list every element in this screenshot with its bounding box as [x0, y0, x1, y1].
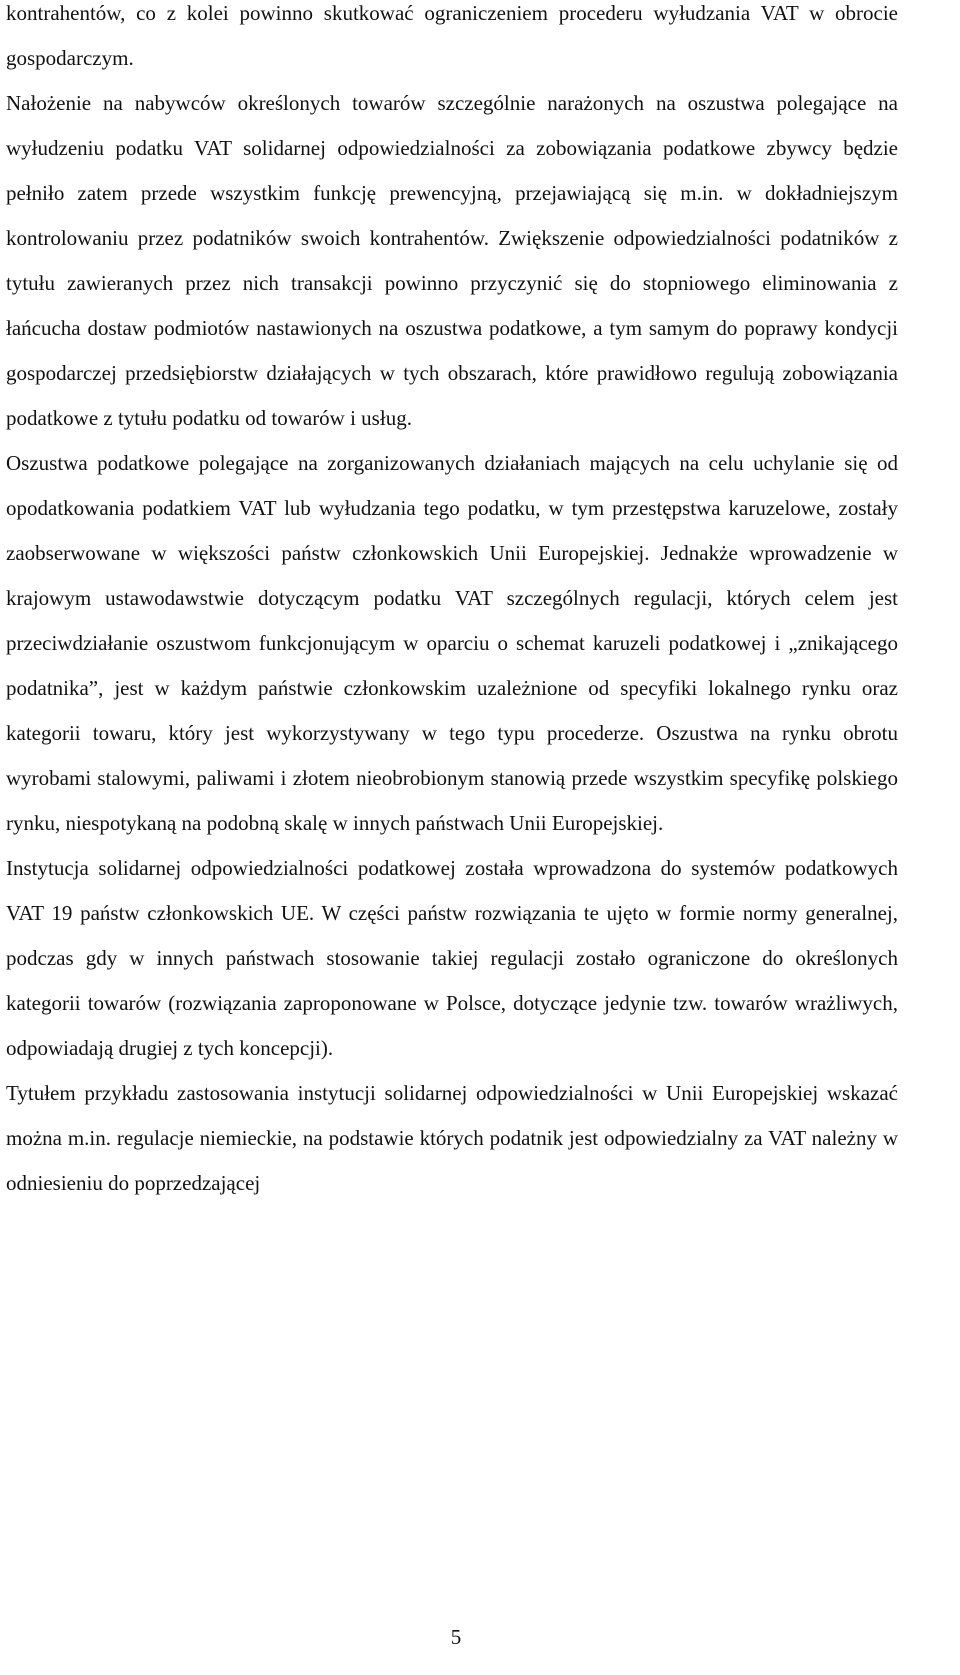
paragraph-continuation: kontrahentów, co z kolei powinno skutkować ograniczeniem procederu wyłudzania VAT w obrocie gospodarczym.	[6, 1, 898, 70]
page-number: 5	[450, 1625, 462, 1649]
paragraph-instytucja: Instytucja solidarnej odpowiedzialności podatkowej została wprowadzona do systemów podatkowych VAT 19 państw członkowskich UE. W części państw rozwiązania te ujęto w formie normy generalnej, podczas gdy w innych państwach stosowanie takiej regulacji zostało ograniczone do określonych kategorii towarów (rozwiązania zaproponowane w Polsce, dotyczące jedynie tzw. towarów wrażliwych, odpowiadają drugiej z tych koncepcji).	[6, 856, 898, 1060]
paragraph-oszustwa: Oszustwa podatkowe polegające na zorganizowanych działaniach mających na celu uchylanie się od opodatkowania podatkiem VAT lub wyłudzania tego podatku, w tym przestępstwa karuzelowe, zostały zaobserwowane w większości państw członkowskich Unii Europejskiej. Jednakże wprowadzenie w krajowym ustawodawstwie dotyczącym podatku VAT szczególnych regulacji, których celem jest przeciwdziałanie oszustwom funkcjonującym w oparciu o schemat karuzeli podatkowej i „znikającego podatnika”, jest w każdym państwie członkowskim uzależnione od specyfiki lokalnego rynku oraz kategorii towaru, który jest wykorzystywany w tego typu procederze. Oszustwa na rynku obrotu wyrobami stalowymi, paliwami i złotem nieobrobionym stanowią przede wszystkim specyfikę polskiego rynku, niespotykaną na podobną skalę w innych państwach Unii Europejskiej.	[6, 451, 898, 835]
document-page	[6, 0, 898, 1206]
paragraph-przyklad: Tytułem przykładu zastosowania instytucji solidarnej odpowiedzialności w Unii Europejskiej wskazać można m.in. regulacje niemieckie, na podstawie których podatnik jest odpowiedzialny za VAT należny w odniesieniu do poprzedzającej	[6, 1081, 898, 1195]
paragraph-nabywcy: Nałożenie na nabywców określonych towarów szczególnie narażonych na oszustwa polegające na wyłudzeniu podatku VAT solidarnej odpowiedzialności za zobowiązania podatkowe zbywcy będzie pełniło zatem przede wszystkim funkcję prewencyjną, przejawiającą się m.in. w dokładniejszym kontrolowaniu przez podatników swoich kontrahentów. Zwiększenie odpowiedzialności podatników z tytułu zawieranych przez nich transakcji powinno przyczynić się do stopniowego eliminowania z łańcucha dostaw podmiotów nastawionych na oszustwa podatkowe, a tym samym do poprawy kondycji gospodarczej przedsiębiorstw działających w tych obszarach, które prawidłowo regulują zobowiązania podatkowe z tytułu podatku od towarów i usług.	[6, 91, 898, 430]
